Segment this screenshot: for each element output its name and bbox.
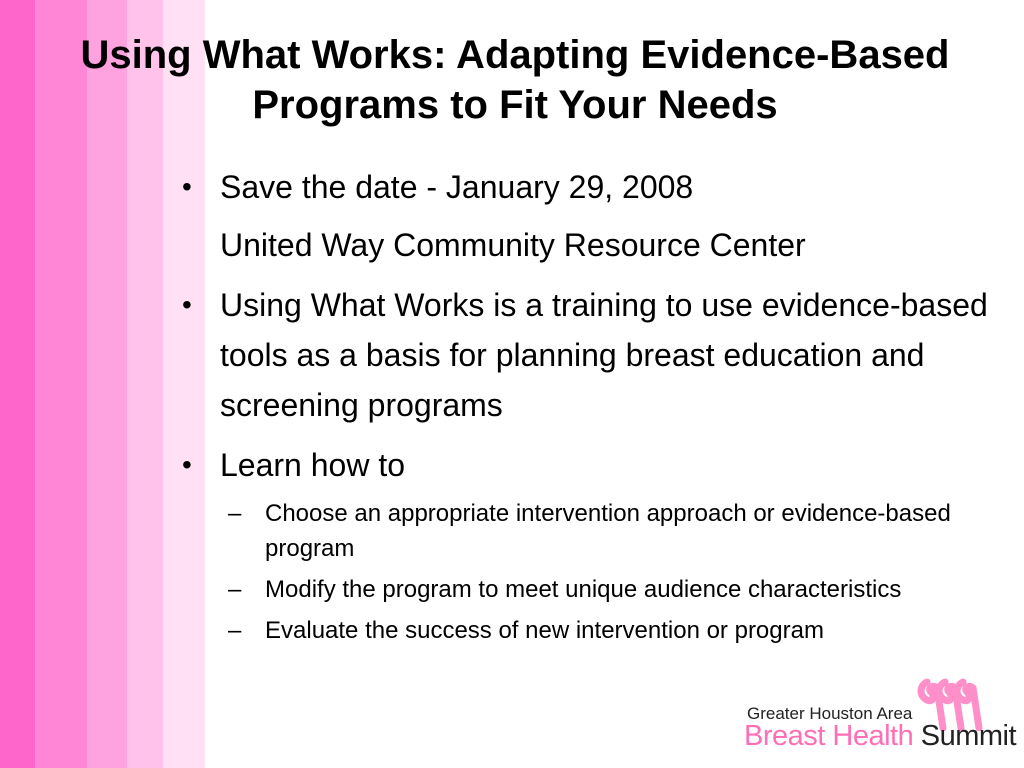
- bullet-text: Learn how to: [220, 447, 406, 483]
- bullet-marker: •: [182, 289, 192, 320]
- logo-line-1: Greater Houston Area: [747, 704, 913, 723]
- logo-summit: Summit: [920, 720, 1017, 752]
- sidebar-band: [0, 0, 35, 768]
- slide-title: Using What Works: Adapting Evidence-Based Programs to Fit Your Needs: [80, 33, 950, 127]
- dash-marker: –: [228, 576, 242, 603]
- bullet-list: [180, 162, 1010, 648]
- bullet-marker: •: [182, 449, 192, 480]
- bullet-item: [180, 280, 1010, 430]
- logo-line-2: [744, 720, 1016, 753]
- bullet-continuation: [180, 220, 1010, 270]
- sub-bullet-text: Choose an appropriate intervention approach or evidence-based program: [265, 500, 951, 562]
- bullet-item: [180, 162, 1010, 212]
- sub-bullet-text: Modify the program to meet unique audience characteristics: [265, 576, 902, 603]
- sub-bullet-item: [180, 613, 1010, 648]
- bullet-text: Save the date - January 29, 2008: [220, 169, 694, 205]
- bullet-item: [180, 440, 1010, 490]
- bullet-text: Using What Works is a training to use evidence-based tools as a basis for planning breast education and screening programs: [220, 287, 988, 423]
- bullet-marker: •: [182, 171, 192, 202]
- dash-marker: –: [228, 500, 242, 527]
- dash-marker: –: [228, 617, 242, 644]
- sub-bullet-item: [180, 496, 1010, 566]
- logo-breast-health: Breast Health: [744, 720, 914, 752]
- summit-logo: [740, 676, 1017, 756]
- sub-bullet-item: [180, 572, 1010, 607]
- bullet-text: United Way Community Resource Center: [220, 227, 806, 263]
- sub-bullet-text: Evaluate the success of new intervention or program: [265, 617, 824, 644]
